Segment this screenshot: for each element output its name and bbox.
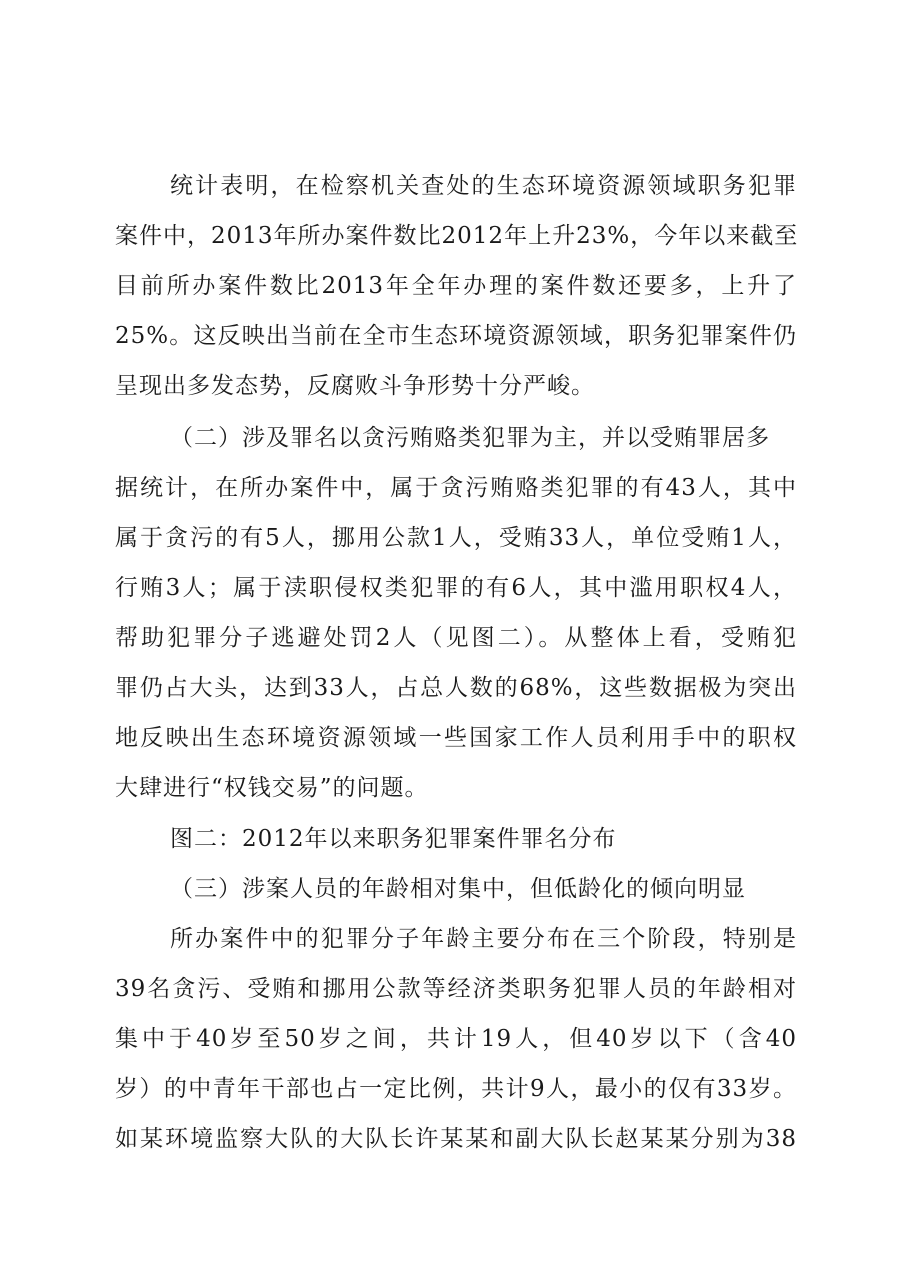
paragraph-3-line-1: 所办案件中的犯罪分子年龄主要分布在三个阶段，特别是 <box>170 926 797 952</box>
paragraph-1-line-3: 目前所办案件数比2013年全年办理的案件数还要多，上升了 <box>115 273 797 299</box>
paragraph-1-line-2: 案件中，2013年所办案件数比2012年上升23%，今年以来截至 <box>115 223 799 249</box>
paragraph-3-line-5: 如某环境监察大队的大队长许某某和副大队长赵某某分别为38 <box>115 1126 797 1152</box>
paragraph-2-line-2: 属于贪污的有5人，挪用公款1人，受贿33人，单位受贿1人， <box>115 525 797 551</box>
paragraph-3-line-3: 集中于40岁至50岁之间，共计19人，但40岁以下（含40 <box>115 1026 797 1052</box>
paragraph-2-line-7: 大肆进行“权钱交易”的问题。 <box>115 775 429 801</box>
paragraph-2-line-4: 帮助犯罪分子逃避处罚2人（见图二）。从整体上看，受贿犯 <box>115 625 797 651</box>
paragraph-3-line-4: 岁）的中青年干部也占一定比例，共计9人，最小的仅有33岁。 <box>115 1076 797 1102</box>
paragraph-1-line-1: 统计表明，在检察机关查处的生态环境资源领域职务犯罪 <box>170 173 797 199</box>
section-heading-2: （二）涉及罪名以贪污贿赂类犯罪为主，并以受贿罪居多 <box>170 425 770 451</box>
figure-caption: 图二：2012年以来职务犯罪案件罪名分布 <box>170 826 617 852</box>
paragraph-3-line-2: 39名贪污、受贿和挪用公款等经济类职务犯罪人员的年龄相对 <box>115 976 797 1002</box>
paragraph-2-line-3: 行贿3人；属于渎职侵权类犯罪的有6人，其中滥用职权4人， <box>115 575 797 601</box>
paragraph-2-line-1: 据统计，在所办案件中，属于贪污贿赂类犯罪的有43人，其中 <box>115 475 797 501</box>
section-heading-3: （三）涉案人员的年龄相对集中，但低龄化的倾向明显 <box>170 876 746 902</box>
paragraph-2-line-5: 罪仍占大头，达到33人，占总人数的68%，这些数据极为突出 <box>115 675 797 701</box>
paragraph-2-line-6: 地反映出生态环境资源领域一些国家工作人员利用手中的职权 <box>115 725 797 751</box>
paragraph-1-line-5: 呈现出多发态势，反腐败斗争形势十分严峻。 <box>115 373 595 399</box>
paragraph-1-line-4: 25%。这反映出当前在全市生态环境资源领域，职务犯罪案件仍 <box>115 323 797 349</box>
